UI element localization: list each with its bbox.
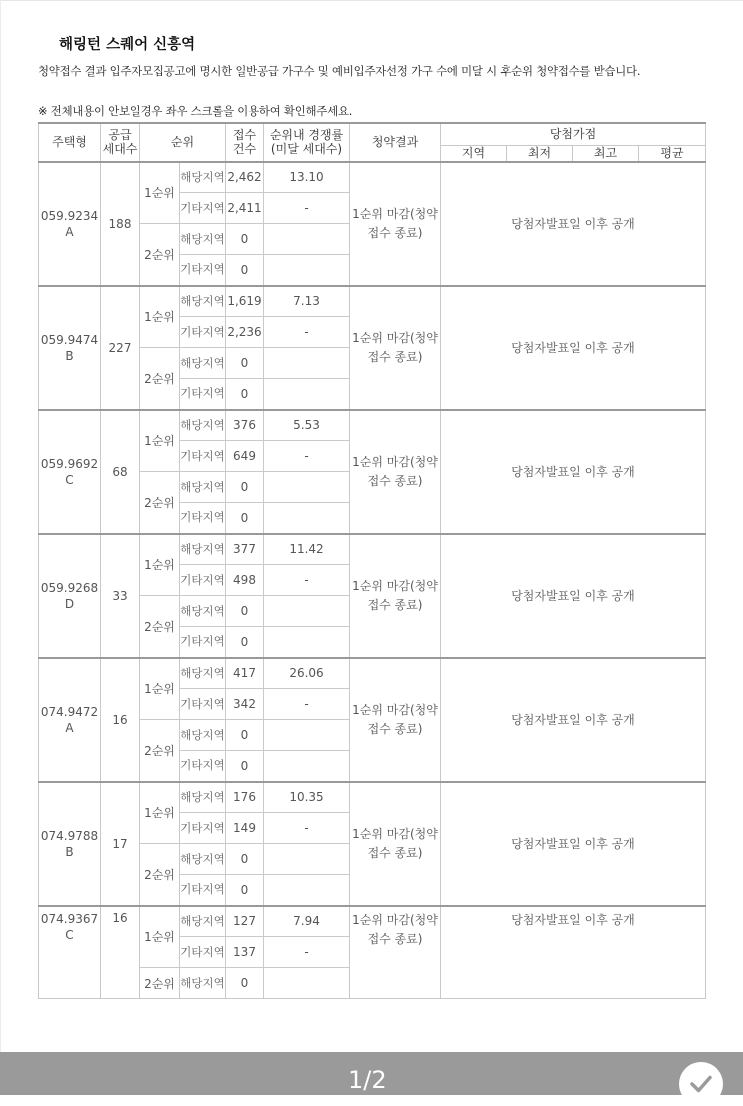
competition-cell (264, 875, 350, 906)
competition-cell: 26.06 (264, 658, 350, 689)
applications-cell: 0 (226, 844, 264, 875)
winning-score-cell: 당첨자발표일 이후 공개 (441, 162, 706, 286)
other-label: 기타지역 (180, 689, 226, 720)
competition-cell: 11.42 (264, 534, 350, 565)
rank-2-cell: 2순위 (140, 348, 180, 410)
confirm-button[interactable] (679, 1062, 723, 1106)
local-label: 해당지역 (180, 968, 226, 999)
applications-cell: 0 (226, 472, 264, 503)
house-type-cell: 059.9692 C (39, 410, 101, 534)
competition-cell (264, 255, 350, 286)
applications-cell: 0 (226, 627, 264, 658)
competition-cell (264, 224, 350, 255)
other-label: 기타지역 (180, 379, 226, 410)
frame-top-border (0, 0, 743, 1)
supply-cell: 16 (101, 906, 140, 999)
table-row (39, 286, 706, 317)
local-label: 해당지역 (180, 534, 226, 565)
result-cell: 1순위 마감(청약접수 종료) (350, 658, 441, 782)
house-type-group (39, 286, 706, 410)
table-row (39, 162, 706, 193)
supply-cell: 33 (101, 534, 140, 658)
competition-cell (264, 379, 350, 410)
applications-cell: 0 (226, 751, 264, 782)
local-label: 해당지역 (180, 410, 226, 441)
header-house-type: 주택형 (39, 123, 101, 162)
winning-score-cell: 당첨자발표일 이후 공개 (441, 410, 706, 534)
winning-score-cell: 당첨자발표일 이후 공개 (441, 286, 706, 410)
winning-score-cell: 당첨자발표일 이후 공개 (441, 906, 706, 999)
rank-1-cell: 1순위 (140, 286, 180, 348)
other-label: 기타지역 (180, 317, 226, 348)
winning-score-cell: 당첨자발표일 이후 공개 (441, 658, 706, 782)
applications-cell: 176 (226, 782, 264, 813)
page-title: 해링턴 스퀘어 신흥역 (59, 37, 196, 53)
other-label: 기타지역 (180, 503, 226, 534)
subscription-result-table (38, 122, 706, 999)
result-cell: 1순위 마감(청약접수 종료) (350, 782, 441, 906)
rank-1-cell: 1순위 (140, 534, 180, 596)
result-cell: 1순위 마감(청약접수 종료) (350, 286, 441, 410)
competition-cell: 5.53 (264, 410, 350, 441)
other-label: 기타지역 (180, 813, 226, 844)
competition-cell (264, 472, 350, 503)
other-label: 기타지역 (180, 441, 226, 472)
competition-cell (264, 720, 350, 751)
house-type-cell: 059.9474 B (39, 286, 101, 410)
applications-cell: 498 (226, 565, 264, 596)
applications-cell: 376 (226, 410, 264, 441)
header-supply: 공급 세대수 (101, 123, 140, 162)
applications-cell: 149 (226, 813, 264, 844)
rank-1-cell: 1순위 (140, 782, 180, 844)
rank-1-cell: 1순위 (140, 658, 180, 720)
applications-cell: 137 (226, 937, 264, 968)
rank-2-cell: 2순위 (140, 472, 180, 534)
table-row (39, 906, 706, 937)
other-label: 기타지역 (180, 751, 226, 782)
applications-cell: 417 (226, 658, 264, 689)
house-type-group (39, 906, 706, 999)
applications-cell: 0 (226, 224, 264, 255)
competition-cell: - (264, 317, 350, 348)
other-label: 기타지역 (180, 565, 226, 596)
applications-cell: 0 (226, 255, 264, 286)
supply-cell: 68 (101, 410, 140, 534)
competition-cell: - (264, 689, 350, 720)
table-row (39, 534, 706, 565)
rank-2-cell: 2순위 (140, 224, 180, 286)
rank-1-cell: 1순위 (140, 410, 180, 472)
table-row (39, 410, 706, 441)
local-label: 해당지역 (180, 348, 226, 379)
applications-cell: 0 (226, 503, 264, 534)
competition-cell: - (264, 813, 350, 844)
applications-cell: 377 (226, 534, 264, 565)
applications-cell: 649 (226, 441, 264, 472)
applications-cell: 2,462 (226, 162, 264, 193)
header-applications: 접수 건수 (226, 123, 264, 162)
header-competition: 순위내 경쟁률 (미달 세대수) (264, 123, 350, 162)
other-label: 기타지역 (180, 193, 226, 224)
header-winning-score: 당첨가점 (441, 123, 706, 145)
page-description: 청약접수 결과 입주자모집공고에 명시한 일반공급 가구수 및 예비입주자선정 가구 수에 미달 시 후순위 청약접수를 받습니다. (38, 64, 641, 78)
supply-cell: 17 (101, 782, 140, 906)
other-label: 기타지역 (180, 255, 226, 286)
local-label: 해당지역 (180, 286, 226, 317)
competition-cell: 7.13 (264, 286, 350, 317)
applications-cell: 0 (226, 968, 264, 999)
rank-1-cell: 1순위 (140, 906, 180, 968)
local-label: 해당지역 (180, 658, 226, 689)
other-label: 기타지역 (180, 937, 226, 968)
house-type-group (39, 534, 706, 658)
result-cell: 1순위 마감(청약접수 종료) (350, 410, 441, 534)
applications-cell: 127 (226, 906, 264, 937)
competition-cell: - (264, 565, 350, 596)
scroll-notice: ※ 전체내용이 안보일경우 좌우 스크롤을 이용하여 확인해주세요. (38, 104, 353, 118)
local-label: 해당지역 (180, 224, 226, 255)
winning-score-cell: 당첨자발표일 이후 공개 (441, 782, 706, 906)
local-label: 해당지역 (180, 844, 226, 875)
header-max: 최고 (573, 145, 639, 162)
competition-cell: 13.10 (264, 162, 350, 193)
table-header (39, 123, 706, 162)
house-type-group (39, 782, 706, 906)
competition-cell (264, 844, 350, 875)
result-cell: 1순위 마감(청약접수 종료) (350, 906, 441, 999)
applications-cell: 0 (226, 348, 264, 379)
supply-cell: 227 (101, 286, 140, 410)
local-label: 해당지역 (180, 162, 226, 193)
house-type-group (39, 410, 706, 534)
competition-cell: - (264, 193, 350, 224)
competition-cell (264, 751, 350, 782)
local-label: 해당지역 (180, 720, 226, 751)
other-label: 기타지역 (180, 627, 226, 658)
rank-2-cell: 2순위 (140, 844, 180, 906)
house-type-cell: 074.9472 A (39, 658, 101, 782)
house-type-cell: 059.9268 D (39, 534, 101, 658)
local-label: 해당지역 (180, 782, 226, 813)
applications-cell: 0 (226, 875, 264, 906)
other-label: 기타지역 (180, 875, 226, 906)
frame-left-border (0, 0, 1, 1095)
competition-cell (264, 968, 350, 999)
local-label: 해당지역 (180, 906, 226, 937)
house-type-group (39, 658, 706, 782)
winning-score-cell: 당첨자발표일 이후 공개 (441, 534, 706, 658)
rank-2-cell: 2순위 (140, 720, 180, 782)
competition-cell (264, 348, 350, 379)
competition-cell: - (264, 441, 350, 472)
rank-2-cell: 2순위 (140, 596, 180, 658)
applications-cell: 2,411 (226, 193, 264, 224)
applications-cell: 2,236 (226, 317, 264, 348)
applications-cell: 0 (226, 596, 264, 627)
applications-cell: 0 (226, 720, 264, 751)
rank-1-cell: 1순위 (140, 162, 180, 224)
header-rank: 순위 (140, 123, 226, 162)
competition-cell: - (264, 937, 350, 968)
competition-cell: 7.94 (264, 906, 350, 937)
competition-cell (264, 596, 350, 627)
local-label: 해당지역 (180, 596, 226, 627)
header-result: 청약결과 (350, 123, 441, 162)
header-avg: 평균 (639, 145, 706, 162)
header-region: 지역 (441, 145, 507, 162)
page-indicator: 1/2 (348, 1066, 387, 1094)
house-type-group (39, 162, 706, 286)
competition-cell (264, 627, 350, 658)
applications-cell: 342 (226, 689, 264, 720)
supply-cell: 16 (101, 658, 140, 782)
table-row (39, 782, 706, 813)
house-type-cell: 074.9788 B (39, 782, 101, 906)
house-type-cell: 059.9234 A (39, 162, 101, 286)
competition-cell: 10.35 (264, 782, 350, 813)
result-cell: 1순위 마감(청약접수 종료) (350, 534, 441, 658)
supply-cell: 188 (101, 162, 140, 286)
applications-cell: 0 (226, 379, 264, 410)
house-type-cell: 074.9367 C (39, 906, 101, 999)
table-row (39, 658, 706, 689)
competition-cell (264, 503, 350, 534)
local-label: 해당지역 (180, 472, 226, 503)
rank-2-cell: 2순위 (140, 968, 180, 999)
applications-cell: 1,619 (226, 286, 264, 317)
result-cell: 1순위 마감(청약접수 종료) (350, 162, 441, 286)
header-min: 최저 (507, 145, 573, 162)
